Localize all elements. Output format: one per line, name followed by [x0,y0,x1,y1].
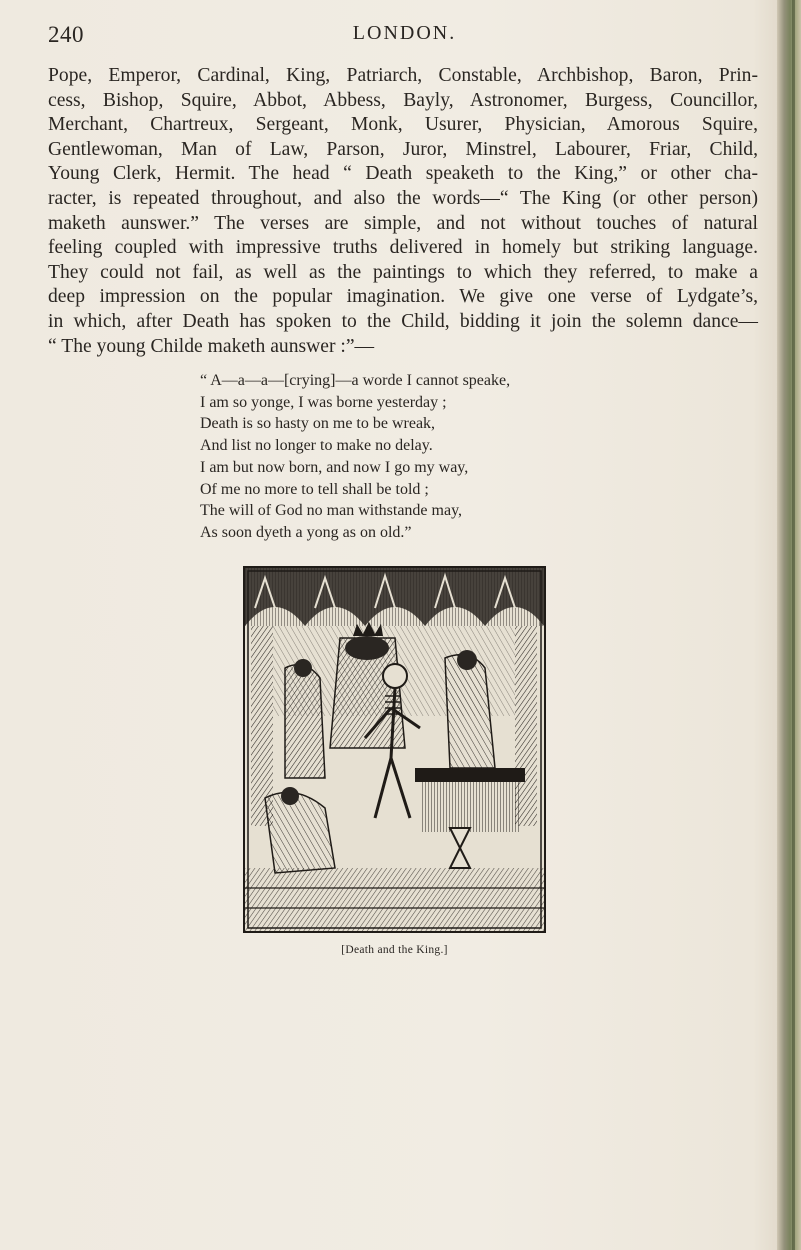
figure-caption: [Death and the King.] [341,944,448,956]
body-line: in which, after Death has spoken to the Child, bidding it join the solemn dance— [48,310,758,332]
body-line: “ The young Childe maketh aunswer :”— [48,335,375,357]
verse-line: And list no longer to make no delay. [200,437,433,455]
verse-line: As soon dyeth a yong as on old.” [200,523,412,541]
body-line: Merchant, Chartreux, Sergeant, Monk, Usurer, Physician, Amorous Squire, [48,114,758,136]
body-paragraph [48,64,758,359]
body-line: They could not fail, as well as the paintings to which they referred, to make a [48,261,758,283]
verse-line: The will of God no man withstande may, [200,502,463,520]
verse-line: Death is so hasty on me to be wreak, [200,415,436,433]
body-line: racter, is repeated throughout, and also the words—“ The King (or other person) [48,187,758,209]
verse-line: Of me no more to tell shall be told ; [200,480,429,498]
verse-line: “ A—a—a—[crying]—a worde I cannot speake, [200,372,511,389]
body-line: feeling coupled with impressive truths delivered in homely but striking language. [48,237,758,259]
verse-quotation [200,370,720,544]
page-number: 240 [48,22,84,47]
body-line: maketh aunswer.” The verses are simple, and not without touches of natural [48,212,758,234]
body-line: Young Clerk, Hermit. The head “ Death speaketh to the King,” or other cha- [48,163,758,185]
running-head: LONDON. [352,22,457,44]
body-line: cess, Bishop, Squire, Abbot, Abbess, Bayly, Astronomer, Burgess, Councillor, [48,89,758,111]
page-header [48,22,761,52]
body-line: Gentlewoman, Man of Law, Parson, Juror, Minstrel, Labourer, Friar, Child, [48,138,758,160]
page-edge-binding [777,0,801,1250]
body-line: deep impression on the popular imagination. We give one verse of Lydgate’s, [48,286,758,308]
woodcut-illustration [243,566,546,933]
woodcut-image [245,568,544,931]
verse-line: I am but now born, and now I go my way, [200,458,469,476]
body-line: Pope, Emperor, Cardinal, King, Patriarch, Constable, Archbishop, Baron, Prin- [48,65,758,86]
verse-line: I am so yonge, I was borne yesterday ; [200,393,447,411]
